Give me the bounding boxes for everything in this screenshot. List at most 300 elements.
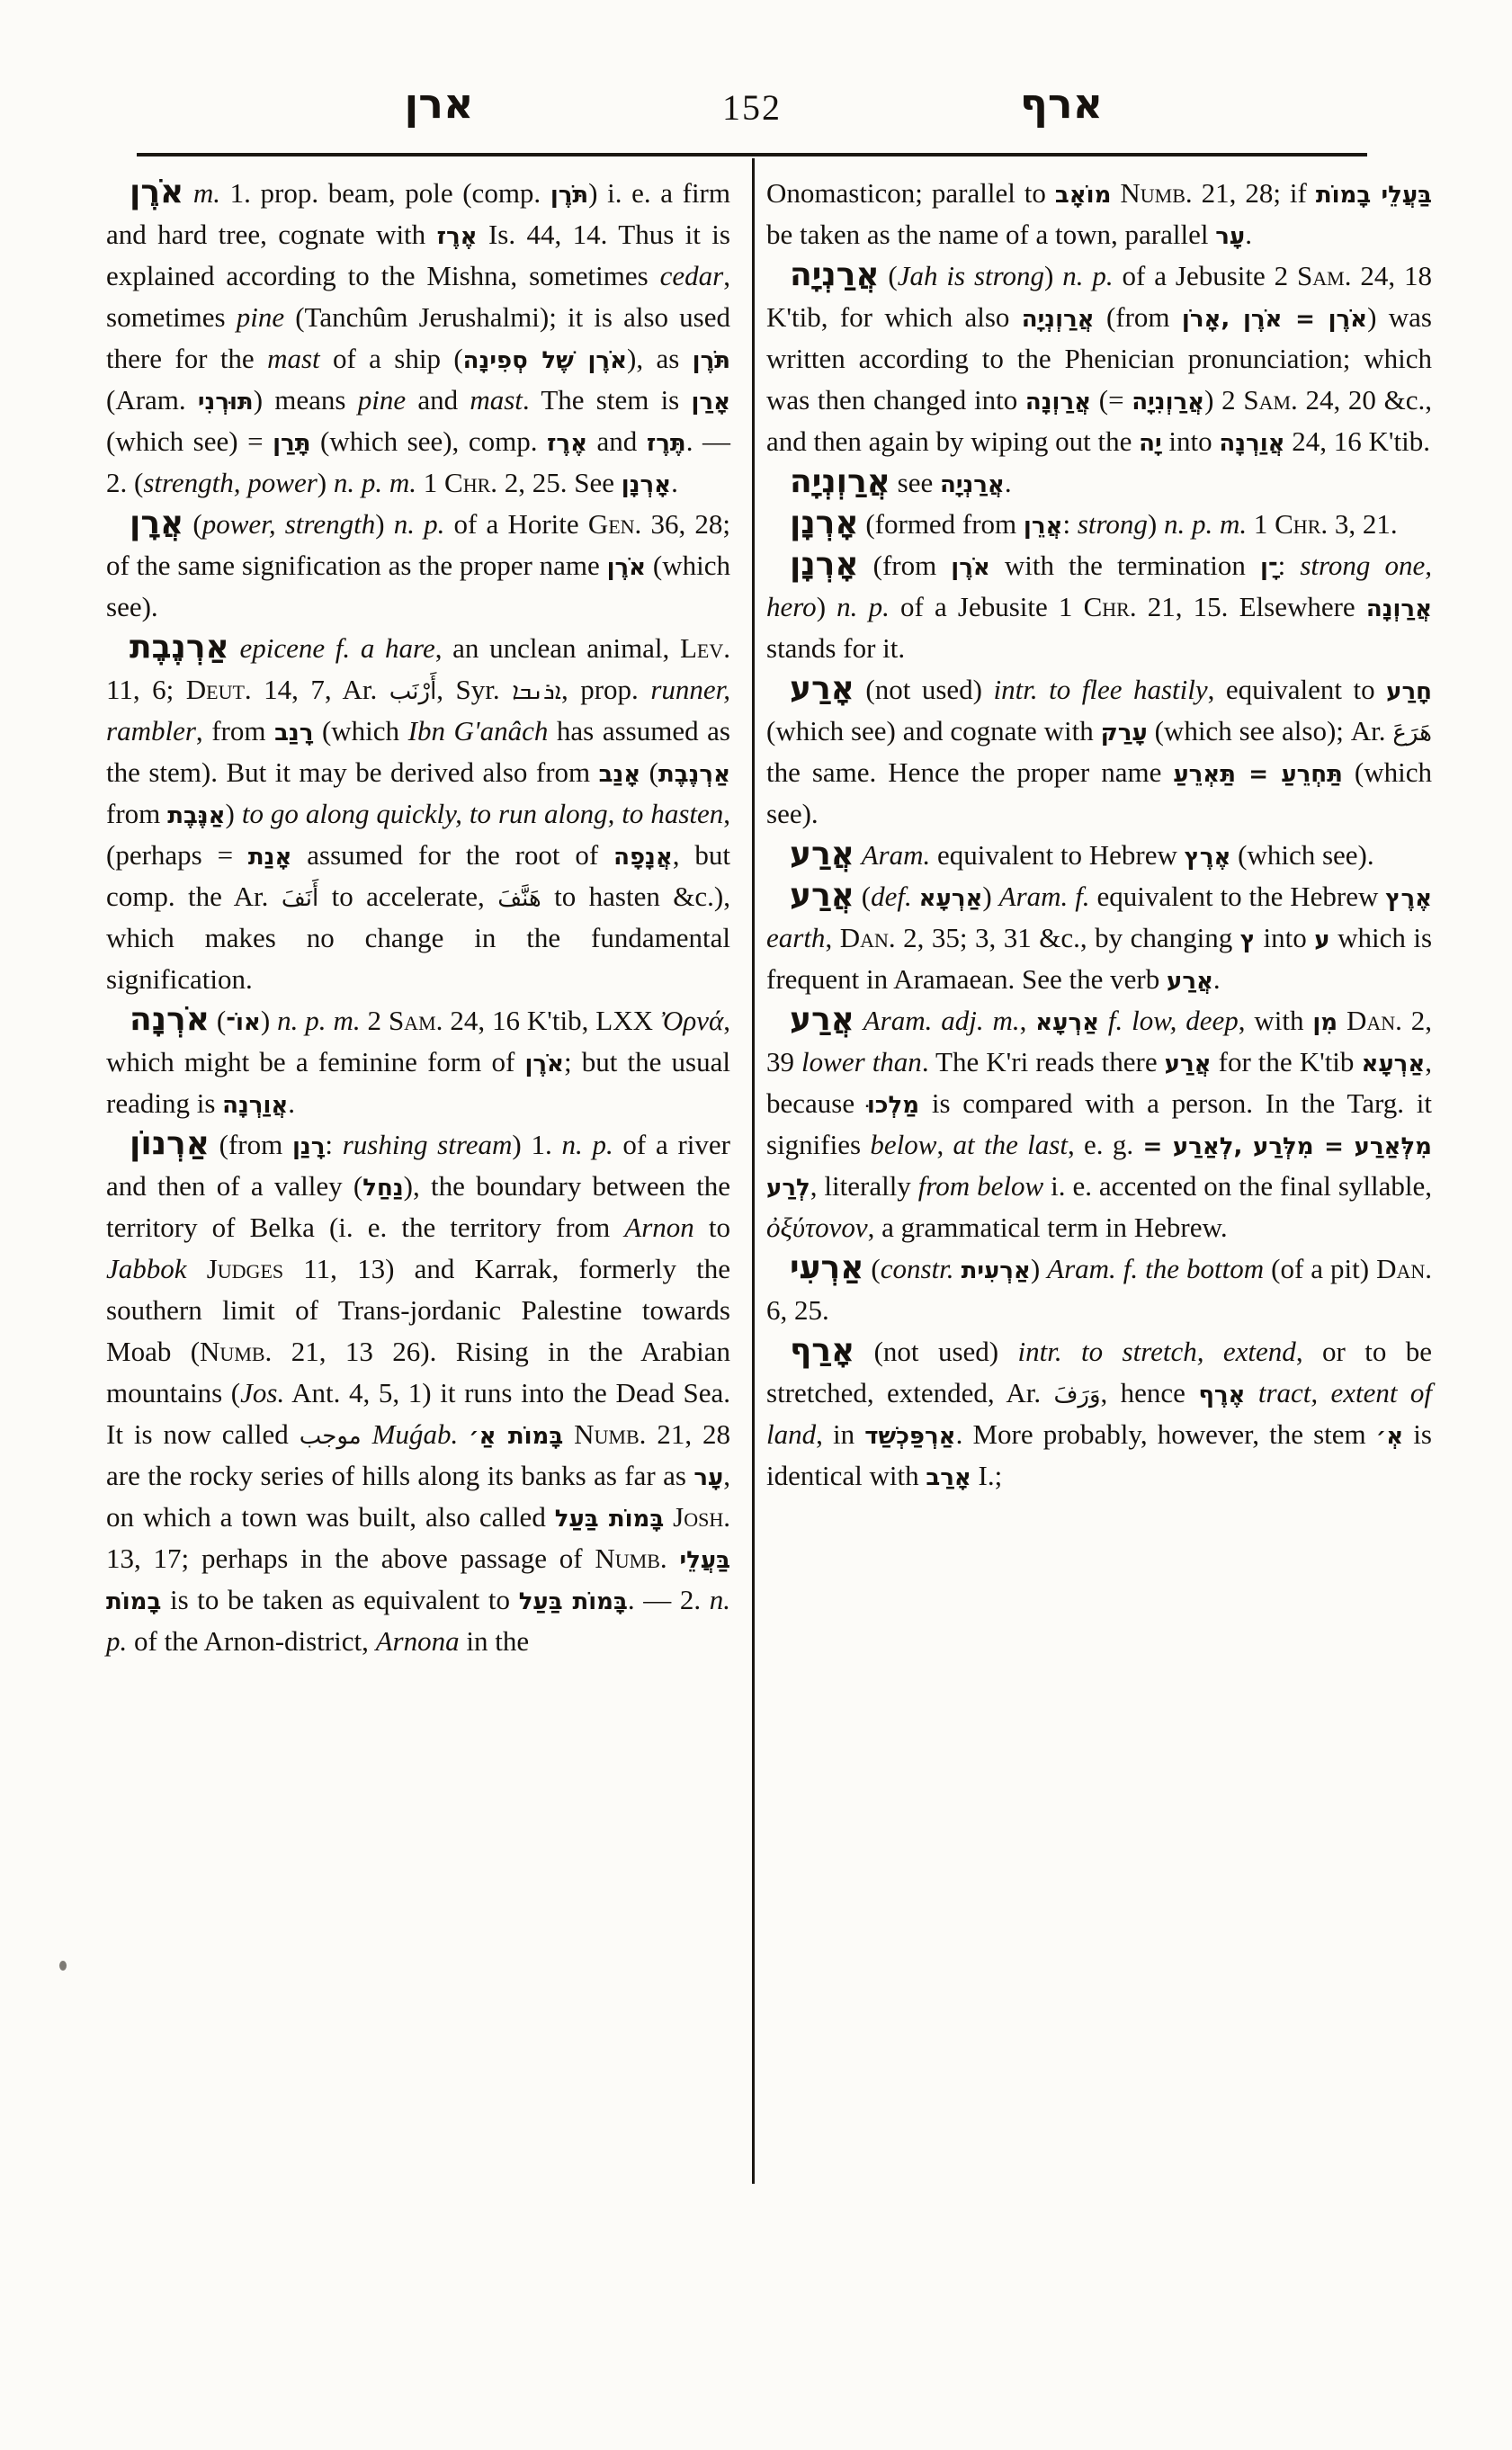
text-run: , in [816, 1418, 865, 1450]
italic-text: to go along quickly, to run along, to hasten [241, 798, 724, 829]
hebrew-text: בַּעֲלֵי בָמוֹת [1315, 182, 1432, 209]
italic-text: Aram. adj. m. [863, 1005, 1020, 1036]
italic-text: n. p. m. [333, 467, 417, 498]
text-run: ) 2 [1204, 384, 1244, 416]
text-run: . [288, 1087, 296, 1119]
text-run: (= [1091, 384, 1132, 416]
hebrew-headword: אֲרַוְנְיָה [790, 463, 890, 500]
scripture-reference: Gen. [587, 508, 642, 540]
hebrew-headword: אַרְעִי [790, 1249, 864, 1286]
italic-text: Jah is strong [897, 260, 1045, 291]
dictionary-entry [766, 876, 1432, 1000]
scripture-reference: Deut. [185, 674, 252, 705]
text-run: : [1062, 508, 1078, 540]
text-run: (Aram. [106, 384, 198, 416]
text-run: ) [1030, 1253, 1048, 1284]
text-run: to [693, 1212, 730, 1243]
hebrew-text: ץ [1239, 926, 1256, 953]
text-run: . [1245, 219, 1252, 250]
hebrew-text: אֲוַרְנָה [222, 1092, 289, 1119]
text-run: ; but the usual reading is [106, 1046, 730, 1119]
text-run: (of a pit) [1264, 1253, 1377, 1284]
text-run: . [671, 467, 678, 498]
italic-text: n. p. [837, 591, 890, 622]
header-keyword-left: ארן [404, 79, 474, 128]
hebrew-text: תּוּרְנִי [197, 389, 254, 416]
scripture-reference: Dan. [839, 922, 896, 953]
italic-text: n. p. [1062, 260, 1114, 291]
text-run [229, 632, 240, 664]
italic-text: earth [766, 922, 826, 953]
scripture-reference: Sam. [1297, 260, 1352, 291]
text-run: (which see) = [106, 425, 273, 457]
text-run: , an unclean animal, [434, 632, 680, 664]
text-run: 24, 16 K'tib, LXX [443, 1005, 660, 1036]
text-run: into [1161, 425, 1220, 457]
italic-text: n. p. m. [277, 1005, 361, 1036]
hebrew-text: יָה [1139, 430, 1162, 457]
text-run: of the Arnon-district, [127, 1625, 376, 1657]
text-run: 21, 15. Elsewhere [1136, 591, 1366, 622]
italic-text: def. [871, 881, 912, 912]
arabic-text: أَنَفَ [281, 885, 319, 912]
text-run: in the [459, 1625, 530, 1657]
scripture-reference: Chr. [444, 467, 498, 498]
hebrew-text: תֹּרֶן [692, 347, 730, 374]
hebrew-text: ע [1314, 926, 1330, 953]
hebrew-text: בָּמוֹת בַּעַל [518, 1588, 628, 1615]
italic-text: Aram. f. the bottom [1047, 1253, 1265, 1284]
text-run: (formed from [858, 508, 1024, 540]
text-run [563, 1418, 574, 1450]
text-run: , prop. [560, 674, 651, 705]
text-run: and [406, 384, 470, 416]
hebrew-text: אֲרַנְיָה [939, 471, 1005, 498]
hebrew-text: בַּעֲלֵי בָמוֹת [106, 1547, 730, 1615]
italic-text: from below [917, 1170, 1044, 1202]
scripture-reference: Numb. [200, 1336, 273, 1367]
italic-text: Jabbok [106, 1253, 187, 1284]
dictionary-entry [106, 504, 730, 628]
text-run: . [1004, 467, 1012, 498]
text-run: 13, 17; perhaps in the above passage of [106, 1542, 595, 1574]
greek-text: Ὀρνά [659, 1005, 724, 1036]
italic-text: mast [470, 384, 523, 416]
text-run: , from [195, 715, 275, 747]
scan-speck [59, 1961, 67, 1971]
text-run: ) 1. [512, 1129, 562, 1160]
text-run: (which see). [1230, 839, 1374, 871]
hebrew-text: אֶרֶץ [1184, 844, 1231, 871]
hebrew-headword: אֲרַע [790, 1001, 854, 1038]
text-run: equivalent to the Hebrew [1089, 881, 1386, 912]
hebrew-text: אֶרֶץ [1385, 885, 1433, 912]
dictionary-entry [106, 1000, 730, 1124]
text-run: (which [313, 715, 408, 747]
italic-text: m. [183, 177, 221, 209]
header-keyword-right: ארף [1019, 79, 1104, 128]
text-run: 3, 21. [1328, 508, 1398, 540]
italic-text: runner, rambler [106, 674, 731, 747]
text-run: ( [854, 881, 872, 912]
text-run: , [825, 922, 840, 953]
text-run: of a Jebusite 2 [1113, 260, 1298, 291]
text-run: 11, 6; [106, 674, 186, 705]
hebrew-text: אֹרֶן [951, 554, 990, 581]
text-run [1245, 1377, 1257, 1408]
italic-text: pine [236, 301, 285, 333]
italic-text: strong [1077, 508, 1148, 540]
text-run: which is frequent in Aramaean. See the verb [766, 922, 1433, 995]
hebrew-text: אֲרַוְנִיָה [1132, 389, 1205, 416]
text-run: 1 [1247, 508, 1275, 540]
text-run: , [1019, 1005, 1036, 1036]
hebrew-text: אָרַן [691, 389, 730, 416]
text-run: ) [816, 591, 837, 622]
italic-text: n. p. [106, 1584, 731, 1657]
text-run: , or to be stretched, extended, Ar. [766, 1336, 1432, 1408]
text-run: ) [260, 1005, 278, 1036]
text-run: ) [1044, 260, 1063, 291]
hebrew-text: עָר [693, 1464, 724, 1491]
hebrew-text: ־ָן [1259, 554, 1278, 581]
italic-text: strong one, hero [766, 550, 1433, 622]
hebrew-text: מִלְּאַרַע = מִלְּרַע ,לְאַרַע = לְרַע [766, 1133, 1432, 1202]
hebrew-headword: אֲרַע [790, 877, 854, 914]
arabic-text: أَرْنَب [389, 678, 437, 705]
hebrew-text: תַּחְרֵעַ = תַּאְרֵעַ [1173, 761, 1343, 788]
dictionary-entry [766, 255, 1432, 462]
italic-text: n. p. [393, 508, 445, 540]
text-run: (which see also); Ar. [1147, 715, 1393, 747]
text-run: Is. 44, 14. Thus it is explained according to the Mishna, sometimes [106, 219, 730, 291]
italic-text: intr. to flee hastily [993, 674, 1208, 705]
hebrew-text: רָנַב [274, 720, 314, 747]
text-run: is compared with a person. In the Targ. it signifies [766, 1087, 1432, 1160]
hebrew-text: אֹרֶן [606, 554, 647, 581]
text-run: (which see). [766, 756, 1432, 829]
text-run: , literally [810, 1170, 918, 1202]
text-run: ), the boundary between the territory of Belka (i. e. the territory from [106, 1170, 730, 1243]
text-run: ) [982, 881, 999, 912]
text-run: of a Horite [444, 508, 588, 540]
hebrew-text: רָנַן [291, 1133, 326, 1160]
text-run: (which see) and cognate with [766, 715, 1101, 747]
text-run: ) was written according to the Phenician pronunciation; which was then changed into [766, 301, 1432, 416]
italic-text: f. low, deep [1107, 1005, 1239, 1036]
hebrew-headword: אֲרָן [130, 505, 184, 541]
dictionary-entry [766, 835, 1432, 876]
text-run: , but comp. the Ar. [106, 839, 730, 912]
greek-text: ὀξύτονον [766, 1212, 868, 1243]
hebrew-text: אוֹ־ [226, 1009, 261, 1036]
text-run: ( [879, 260, 898, 291]
hebrew-text: מַלְכוּ [866, 1092, 920, 1119]
hebrew-text: אַרְעָא [1361, 1051, 1426, 1077]
hebrew-text: אָרַב [926, 1464, 971, 1491]
scripture-reference: Chr. [1083, 591, 1137, 622]
text-run: ( [640, 756, 659, 788]
text-run: . — 2. ( [106, 425, 730, 498]
hebrew-text: אַרְנֶבֶת [658, 761, 730, 788]
text-run: 21, 13 26). Rising in the Arabian mountains ( [106, 1336, 730, 1408]
text-run: , [936, 1129, 953, 1160]
text-run [954, 1253, 962, 1284]
scripture-reference: Judges [206, 1253, 284, 1284]
hebrew-text: אֲרַע [1164, 1051, 1212, 1077]
text-run: 1 [416, 467, 445, 498]
text-run: 2, 35; 3, 31 &c., by changing [895, 922, 1240, 953]
text-run: has assumed as the stem). But it may be derived also from [106, 715, 730, 788]
hebrew-text: תֹּרֶן [550, 182, 589, 209]
text-run: ) [317, 467, 334, 498]
hebrew-text: אָנַב [598, 761, 641, 788]
text-run: (from [209, 1129, 292, 1160]
text-run: ) means [253, 384, 358, 416]
text-run: of a Jebusite 1 [889, 591, 1084, 622]
hebrew-text: אֹרֶן = אֹרֶן ,אָרֹן [1181, 306, 1368, 333]
scripture-reference: Sam. [1243, 384, 1298, 416]
hebrew-text: אֲרַע [1167, 968, 1213, 995]
hebrew-text: מוֹאָב [1054, 182, 1112, 209]
page-number: 152 [722, 87, 782, 128]
dictionary-entry [766, 545, 1432, 669]
text-run: into [1255, 922, 1315, 953]
hebrew-text: בָּמוֹת אַ׳ [469, 1423, 564, 1450]
text-run [362, 1418, 372, 1450]
italic-text: power, strength [201, 508, 376, 540]
text-run: (Tanchûm Jerushalmi); it is also used there for the [106, 301, 730, 374]
text-run: Onomasticon; parallel to [766, 177, 1055, 209]
text-run: , e. g. [1067, 1129, 1143, 1160]
text-run: , hence [1100, 1377, 1199, 1408]
column-divider [752, 158, 755, 2184]
hebrew-text: אָנַת [247, 844, 292, 871]
text-run: 6, 25. [766, 1294, 829, 1326]
dictionary-entry [766, 504, 1432, 545]
dictionary-entry [106, 628, 730, 1000]
dictionary-entry [766, 173, 1432, 255]
italic-text: mast [267, 343, 320, 374]
text-run: , a grammatical term in Hebrew. [867, 1212, 1228, 1243]
hebrew-text: אֶרֶז [436, 223, 478, 250]
arabic-text: وَرَفَ [1053, 1381, 1101, 1408]
text-run [854, 1005, 863, 1036]
italic-text: Arnon [624, 1212, 694, 1243]
scripture-reference: Numb. [595, 1542, 667, 1574]
text-run: ) [1147, 508, 1164, 540]
italic-text: n. p. [561, 1129, 613, 1160]
scripture-reference: Sam. [388, 1005, 443, 1036]
text-run: . More probably, however, the stem [955, 1418, 1376, 1450]
text-run: ) i. e. a firm and hard tree, cognate with [106, 177, 730, 250]
hebrew-text: אַרְעָא [918, 885, 983, 912]
text-run: is to be taken as equivalent to [161, 1584, 519, 1615]
hebrew-text: תֶּרֶז [646, 430, 686, 457]
hebrew-text: אַרְפַּכְשַׁד [864, 1423, 956, 1450]
arabic-text: هَرَعَ [1392, 720, 1432, 747]
italic-text: n. p. m. [1163, 508, 1248, 540]
syriac-text: ܐܪܢܒܐ [512, 678, 561, 705]
hebrew-text: אַרְעִית [961, 1257, 1031, 1284]
text-run: . [1212, 963, 1221, 995]
italic-text: pine [357, 384, 407, 416]
header-rule [137, 153, 1367, 156]
arabic-text: هَنَّفَ [497, 885, 541, 912]
text-run: Ant. 4, 5, 1) it runs into the Dead Sea. It is now called [106, 1377, 730, 1450]
hebrew-text: אֲרֵן [1023, 513, 1063, 540]
text-run: ) [225, 798, 242, 829]
text-run: . The K'ri reads there [921, 1046, 1165, 1077]
scripture-reference: Dan. [1376, 1253, 1432, 1284]
hebrew-text: תָּרַן [273, 430, 311, 457]
text-run: , (perhaps = [106, 798, 731, 871]
text-run: stands for it. [766, 632, 906, 664]
hebrew-text: מִן [1312, 1009, 1338, 1036]
dictionary-entry [766, 1248, 1432, 1331]
hebrew-text: אֶרֶז [547, 430, 587, 457]
text-run: the same. Hence the proper name [766, 756, 1174, 788]
hebrew-text: אֶרֶף [1198, 1381, 1246, 1408]
hebrew-text: אֲוַרְנָה [1219, 430, 1285, 457]
text-run: ) [375, 508, 394, 540]
text-run: to accelerate, [318, 881, 498, 912]
scripture-reference: Lev. [680, 632, 731, 664]
dictionary-entry [106, 1124, 730, 1662]
text-run: i. e. accented on the final syllable, [1043, 1170, 1432, 1202]
italic-text: tract, extent of land [766, 1377, 1432, 1450]
text-run: be taken as the name of a town, parallel [766, 219, 1216, 250]
text-run: , equivalent to [1207, 674, 1387, 705]
text-run: : [325, 1129, 343, 1160]
scripture-reference: Dan. [1346, 1005, 1402, 1036]
hebrew-headword: אַרְנֶבֶת [130, 629, 229, 666]
text-run: (which see). [106, 550, 731, 622]
hebrew-text: אָרְנָן [621, 471, 672, 498]
text-run: assumed for the root of [291, 839, 614, 871]
text-run [667, 1542, 680, 1574]
hebrew-text: אַרְעָא [1035, 1009, 1100, 1036]
italic-text: epicene f. a hare [239, 632, 435, 664]
text-run: ( [183, 508, 202, 540]
italic-text: lower than [801, 1046, 922, 1077]
italic-text: Jos. [240, 1377, 285, 1408]
italic-text: below [870, 1129, 937, 1160]
left-column [106, 173, 730, 1662]
scripture-reference: Numb. [1120, 177, 1193, 209]
text-run: to hasten &c.), which makes no change in the fundamental signification. [106, 881, 730, 995]
text-run [664, 1501, 673, 1533]
text-run [912, 881, 919, 912]
text-run: 21, 28; if [1192, 177, 1316, 209]
right-column [766, 173, 1432, 1497]
hebrew-text: בָּמוֹת בַּעַל [554, 1506, 665, 1533]
text-run [187, 1253, 207, 1284]
text-run [1099, 1005, 1108, 1036]
text-run: (not used) [854, 674, 994, 705]
italic-text: constr. [880, 1253, 954, 1284]
text-run: 36, 28; of the same signification as the proper name [106, 508, 730, 581]
hebrew-text: חָרַע [1386, 678, 1432, 705]
hebrew-text: נַחַל [362, 1175, 404, 1202]
italic-text: Arnona [375, 1625, 460, 1657]
italic-text: Aram. [861, 839, 931, 871]
arabic-text: موجب [299, 1423, 362, 1450]
hebrew-text: אַנֶּבֶת [167, 802, 226, 829]
text-run: of a river and then of a valley ( [106, 1129, 731, 1202]
hebrew-headword: אָרַע [790, 670, 854, 707]
text-run: I.; [971, 1460, 1003, 1491]
italic-text: strength, power [143, 467, 318, 498]
hebrew-text: אֲנָפָה [613, 844, 673, 871]
text-run: . — 2. [627, 1584, 710, 1615]
text-run: 2, 25. See [497, 467, 622, 498]
text-run: ( [863, 1253, 881, 1284]
text-run: 21, 28 are the rocky series of hills along its banks as far as [106, 1418, 731, 1491]
text-run: of a ship ( [319, 343, 463, 374]
scripture-reference: Josh. [673, 1501, 730, 1533]
dictionary-entry [766, 462, 1432, 504]
text-run: (from [858, 550, 952, 581]
hebrew-text: אְ׳ [1375, 1423, 1404, 1450]
hebrew-text: אֲרַוְנָה [1365, 595, 1433, 622]
text-run: . The stem is [522, 384, 692, 416]
text-run: with the termination [989, 550, 1260, 581]
italic-text: Muǵab. [371, 1418, 459, 1450]
hebrew-headword: אַרְנוֹן [130, 1125, 210, 1162]
text-run: and [587, 425, 647, 457]
italic-text: Aram. f. [998, 881, 1090, 912]
hebrew-headword: אֲרַע [790, 836, 854, 872]
scripture-reference: Numb. [574, 1418, 647, 1450]
text-run [854, 839, 862, 871]
hebrew-text: אֹרֶן שֶׁל סְפִינָה [462, 347, 628, 374]
hebrew-text: אֲרַוְנָה [1024, 389, 1092, 416]
text-run: (not used) [854, 1336, 1018, 1367]
text-run: : [1277, 550, 1301, 581]
hebrew-text: אֹרֶן [524, 1051, 564, 1077]
text-run: , Syr. [436, 674, 513, 705]
text-run: , which might be a feminine form of [106, 1005, 730, 1077]
italic-text: intr. to stretch, extend [1017, 1336, 1296, 1367]
text-run: from [106, 798, 168, 829]
hebrew-headword: אָרְנָן [790, 546, 859, 583]
italic-text: Ibn G'anâch [407, 715, 549, 747]
text-run: 2, 39 [766, 1005, 1433, 1077]
text-run: 24, 16 K'tib. [1284, 425, 1430, 457]
text-run: , on which a town was built, also called [106, 1460, 730, 1533]
italic-text: at the last [953, 1129, 1068, 1160]
text-run: 24, 18 K'tib, for which also [766, 260, 1433, 333]
dictionary-entry [106, 173, 730, 504]
text-run: , because [766, 1046, 1433, 1119]
text-run: , with [1238, 1005, 1313, 1036]
text-run [1338, 1005, 1346, 1036]
text-run: 24, 20 &c., and then again by wiping out the [766, 384, 1433, 457]
text-run: (which see), comp. [310, 425, 547, 457]
text-run: 14, 7, Ar. [251, 674, 389, 705]
hebrew-headword: אֲרַנְיָה [790, 256, 880, 293]
text-run: 1. prop. beam, pole (comp. [220, 177, 550, 209]
text-run: see [890, 467, 940, 498]
dictionary-entry [766, 1331, 1432, 1497]
scripture-reference: Chr. [1275, 508, 1329, 540]
text-run: for the K'tib [1211, 1046, 1362, 1077]
hebrew-headword: אֹרֶן [130, 174, 184, 210]
text-run: 11, 13) and Karrak, formerly the southern limit of Trans-jordanic Palestine towards Moab ( [106, 1253, 731, 1367]
hebrew-headword: אָרְנָן [790, 505, 859, 541]
hebrew-headword: אָרַף [790, 1332, 855, 1369]
